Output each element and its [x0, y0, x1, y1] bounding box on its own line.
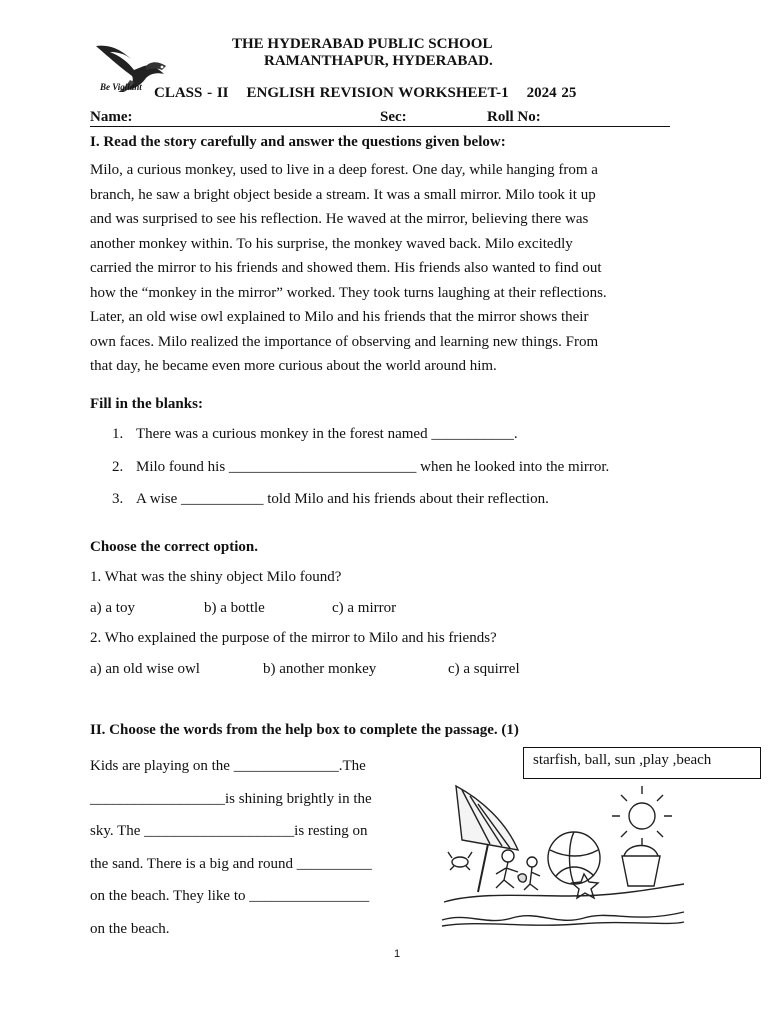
story-line: Later, an old wise owl explained to Milo and his friends that the mirror shows their — [90, 309, 589, 325]
sec-label: Sec: — [380, 109, 407, 125]
section-1-heading: I. Read the story carefully and answer the questions given below: — [90, 134, 506, 150]
question-text: There was a curious monkey in the forest named ___________. — [136, 426, 518, 442]
crab-icon — [448, 852, 472, 870]
section-2-heading: II. Choose the words from the help box to complete the passage. (1) — [90, 722, 519, 738]
story-line: and was surprised to see his reflection. He waved at the mirror, believing there was — [90, 211, 589, 227]
ball-icon — [548, 832, 600, 884]
fill-blanks-heading: Fill in the blanks: — [90, 396, 203, 412]
blank-question-3 — [112, 491, 549, 508]
worksheet-title-line — [154, 85, 594, 102]
school-motto: Be Vigilant — [100, 82, 142, 92]
page-number: 1 — [394, 948, 401, 960]
worksheet-title: ENGLISH REVISION WORKSHEET-1 — [246, 85, 509, 101]
bucket-icon — [622, 846, 660, 887]
help-box: starfish, ball, sun ,play ,beach — [523, 747, 761, 779]
story-line: another monkey within. To his surprise, the monkey waved back. Milo excitedly — [90, 235, 573, 252]
mcq-option: b) another monkey — [263, 661, 377, 677]
blank-question-1 — [112, 426, 518, 443]
mcq-option: c) a squirrel — [448, 661, 520, 677]
story-line: Milo, a curious monkey, used to live in a deep forest. One day, while hanging from a — [90, 162, 598, 178]
question-number: 3. — [112, 491, 124, 507]
mcq-heading: Choose the correct option. — [90, 539, 259, 555]
mcq-option: c) a mirror — [332, 600, 397, 616]
class-label: CLASS - II — [154, 85, 229, 101]
mcq-question-2: 2. Who explained the purpose of the mirror to Milo and his friends? — [90, 630, 497, 646]
roll-label: Roll No: — [487, 109, 541, 125]
story-passage — [90, 158, 705, 379]
story-line: how the “monkey in the mirror” worked. They took turns laughing at their reflections. — [90, 284, 607, 301]
mcq-question-1: 1. What was the shiny object Milo found? — [90, 569, 342, 585]
question-number: 1. — [112, 426, 124, 442]
name-label: Name: — [90, 109, 133, 125]
roll-field[interactable] — [486, 126, 670, 127]
sun-icon — [612, 786, 672, 846]
passage-line: on the beach. They like to ________________ — [90, 888, 370, 904]
question-text: A wise ___________ told Milo and his friends about their reflection. — [136, 491, 549, 507]
name-field[interactable] — [90, 126, 352, 127]
mcq-option: b) a bottle — [204, 600, 265, 616]
story-line: carried the mirror to his friends and showed them. His friends also wanted to find out — [90, 260, 602, 276]
question-text: Milo found his _________________________ when he looked into the mirror. — [136, 459, 610, 475]
passage-line: __________________is shining brightly in the — [90, 790, 372, 807]
story-line: branch, he saw a bright object beside a stream. It was a small mirror. Milo took it up — [90, 186, 596, 203]
story-line: own faces. Milo realized the importance of observing and learning new things. From — [90, 333, 599, 350]
mcq-option: a) an old wise owl — [90, 661, 200, 677]
starfish-icon — [572, 874, 598, 898]
mcq-option: a) a toy — [90, 600, 135, 616]
kids-icon — [496, 850, 540, 890]
passage-line: Kids are playing on the ______________.The — [90, 758, 366, 774]
school-address: RAMANTHAPUR, HYDERABAD. — [264, 53, 493, 69]
passage-line: on the beach. — [90, 920, 170, 937]
blank-question-2 — [112, 459, 609, 476]
sec-field[interactable] — [352, 126, 486, 127]
beach-illustration — [438, 780, 688, 930]
story-line: that day, he became even more curious about the world around him. — [90, 358, 497, 374]
question-number: 2. — [112, 459, 124, 475]
school-name: THE HYDERABAD PUBLIC SCHOOL — [232, 36, 493, 52]
academic-year: 2024 25 — [526, 85, 577, 101]
umbrella-icon — [456, 786, 518, 892]
passage — [90, 750, 420, 945]
passage-line: the sand. There is a big and round __________ — [90, 855, 372, 872]
passage-line: sky. The ____________________is resting on — [90, 823, 368, 839]
